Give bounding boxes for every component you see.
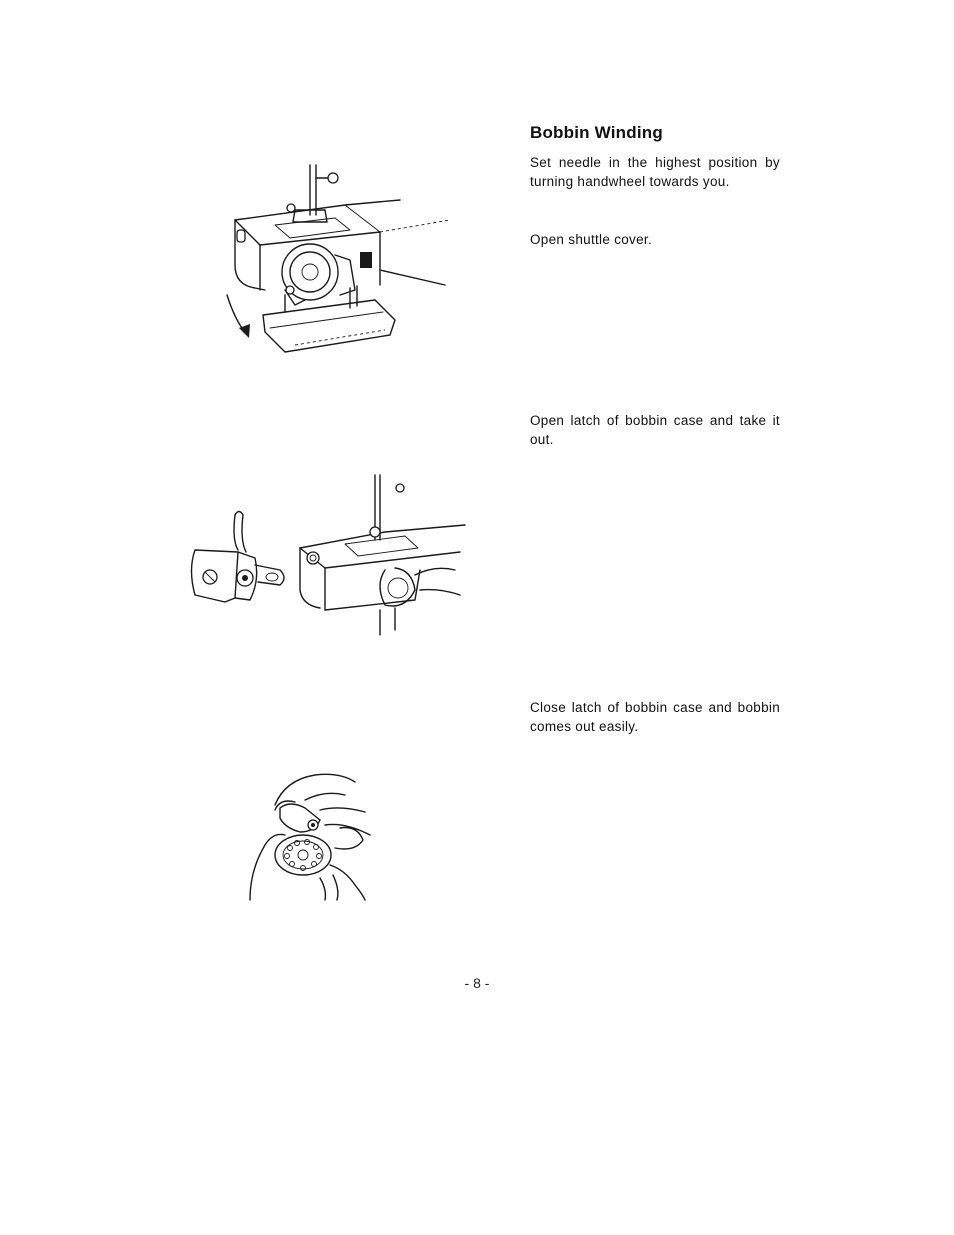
step-close-latch: Close latch of bobbin case and bobbin comes out easily. — [530, 700, 780, 734]
bobbin-release-hand-icon — [245, 770, 395, 905]
step-set-needle: Set needle in the highest position by turning handwheel towards you. — [530, 155, 780, 189]
bobbin-case-removal-icon — [180, 470, 470, 650]
sewing-machine-open-shuttle-cover-icon — [215, 160, 455, 370]
page-title: Bobbin Winding — [530, 123, 663, 142]
page-number: - 8 - — [464, 975, 490, 991]
step-open-latch: Open latch of bobbin case and take it out. — [530, 413, 780, 447]
step-open-shuttle-cover: Open shuttle cover. — [530, 232, 653, 247]
